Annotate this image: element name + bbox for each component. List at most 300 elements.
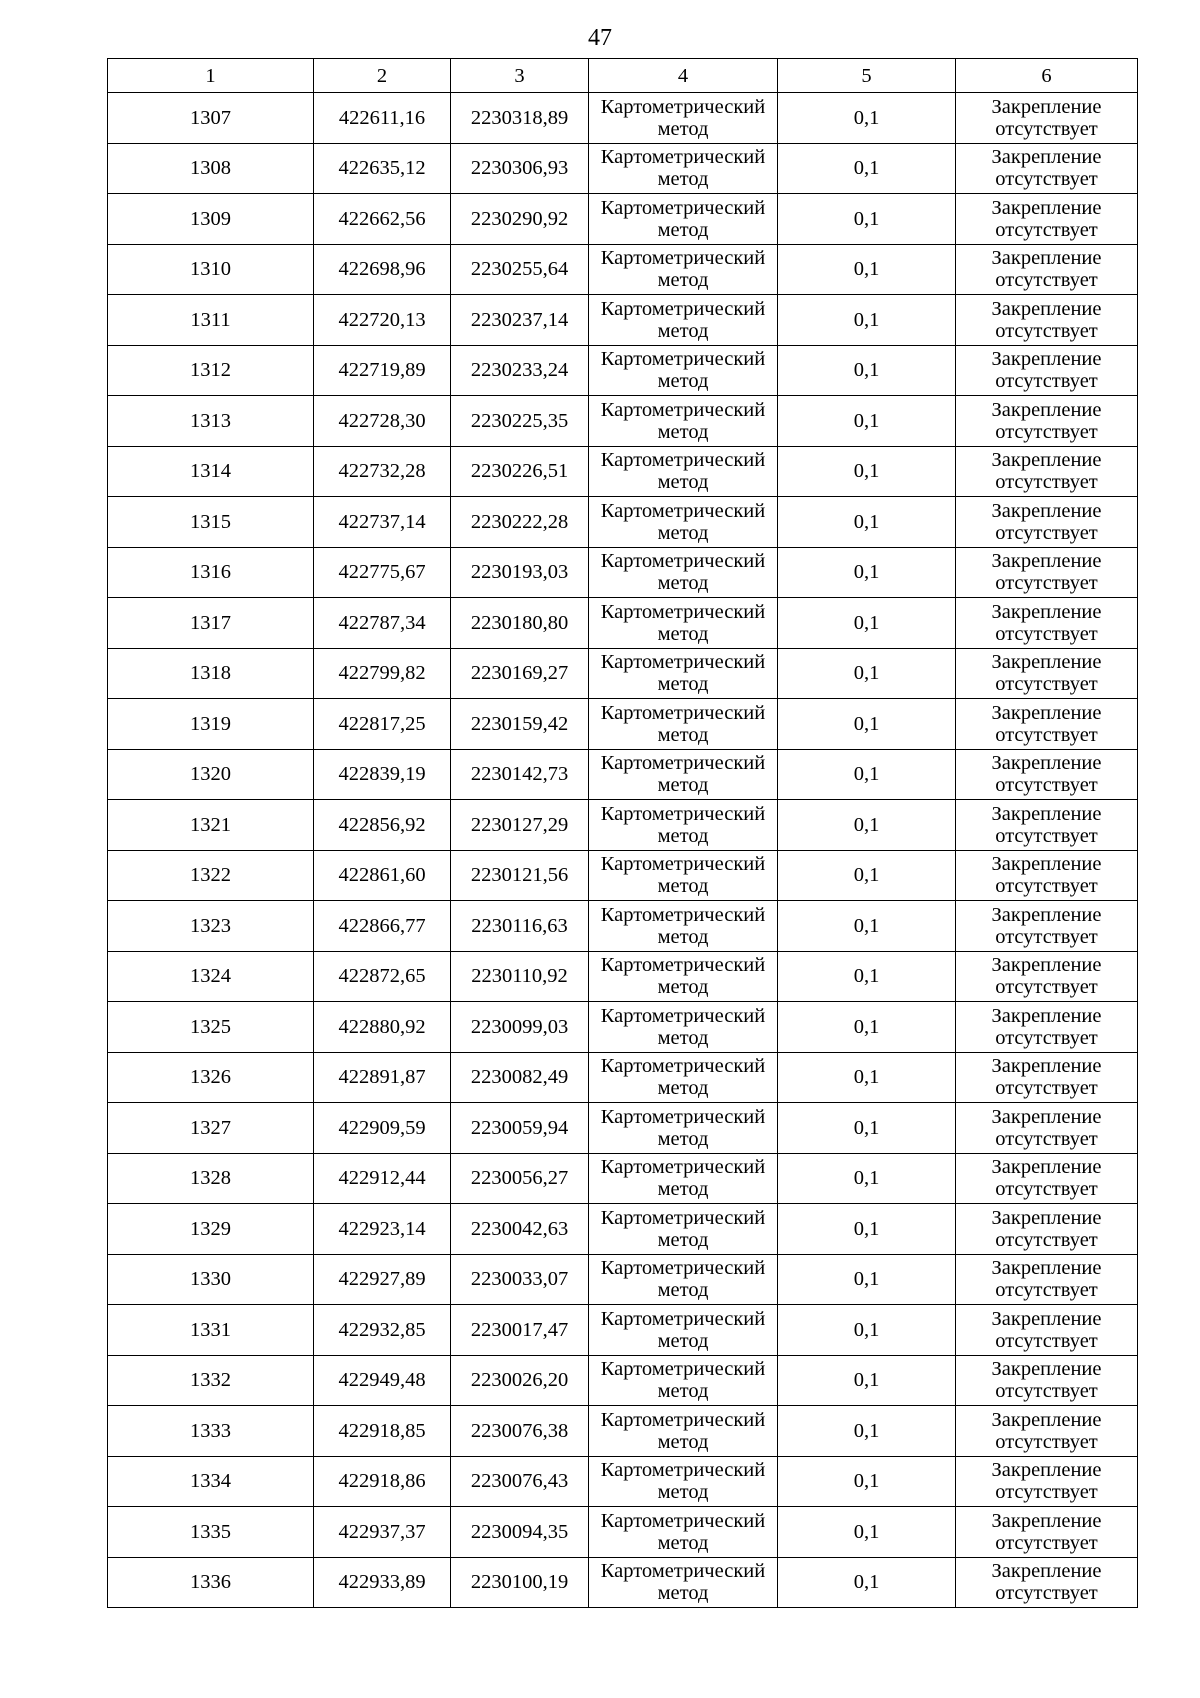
fixing-cell-line: Закрепление [991, 297, 1102, 320]
method-cell [589, 1254, 778, 1305]
x-coordinate-cell: 422737,14 [314, 497, 451, 548]
method-cell [589, 1456, 778, 1507]
method-cell [589, 1507, 778, 1558]
fixing-cell [956, 345, 1138, 396]
table-row [108, 1557, 1138, 1608]
table-row [108, 749, 1138, 800]
fixing-cell [956, 1204, 1138, 1255]
method-cell-line: Картометрический [600, 1358, 766, 1381]
table-row [108, 1507, 1138, 1558]
fixing-cell [956, 1456, 1138, 1507]
x-coordinate-cell: 422927,89 [314, 1254, 451, 1305]
fixing-cell [956, 1305, 1138, 1356]
method-cell-line: метод [657, 1228, 709, 1251]
x-coordinate-cell: 422787,34 [314, 598, 451, 649]
method-cell-line: Картометрический [600, 701, 766, 724]
fixing-cell [956, 1153, 1138, 1204]
fixing-cell-line: Закрепление [991, 449, 1102, 472]
y-coordinate-cell: 2230237,14 [451, 295, 589, 346]
fixing-cell [956, 295, 1138, 346]
accuracy-cell: 0,1 [778, 1355, 956, 1406]
fixing-cell-line: отсутствует [995, 1582, 1098, 1605]
method-cell-line: метод [657, 1279, 709, 1302]
x-coordinate-cell: 422937,37 [314, 1507, 451, 1558]
table-row [108, 1456, 1138, 1507]
point-number-cell: 1310 [108, 244, 314, 295]
accuracy-cell: 0,1 [778, 699, 956, 750]
accuracy-cell: 0,1 [778, 345, 956, 396]
method-cell-line: Картометрический [600, 1257, 766, 1280]
method-cell-line: Картометрический [600, 196, 766, 219]
accuracy-cell: 0,1 [778, 1254, 956, 1305]
y-coordinate-cell: 2230226,51 [451, 446, 589, 497]
fixing-cell-line: Закрепление [991, 1105, 1102, 1128]
fixing-cell-line: Закрепление [991, 802, 1102, 825]
point-number-cell: 1316 [108, 547, 314, 598]
point-number-cell: 1330 [108, 1254, 314, 1305]
method-cell-line: Картометрический [600, 146, 766, 169]
fixing-cell-line: Закрепление [991, 853, 1102, 876]
table-row [108, 901, 1138, 952]
point-number-cell: 1333 [108, 1406, 314, 1457]
fixing-cell-line: отсутствует [995, 1531, 1098, 1554]
accuracy-cell: 0,1 [778, 1002, 956, 1053]
point-number-cell: 1308 [108, 143, 314, 194]
fixing-cell-line: Закрепление [991, 1206, 1102, 1229]
method-cell [589, 1153, 778, 1204]
accuracy-cell: 0,1 [778, 1406, 956, 1457]
method-cell-line: Картометрический [600, 1004, 766, 1027]
y-coordinate-cell: 2230110,92 [451, 951, 589, 1002]
accuracy-cell: 0,1 [778, 1153, 956, 1204]
method-cell-line: Картометрический [600, 752, 766, 775]
point-number-cell: 1322 [108, 850, 314, 901]
y-coordinate-cell: 2230017,47 [451, 1305, 589, 1356]
method-cell [589, 1204, 778, 1255]
method-cell [589, 1355, 778, 1406]
fixing-cell [956, 699, 1138, 750]
accuracy-cell: 0,1 [778, 497, 956, 548]
fixing-cell-line: отсутствует [995, 875, 1098, 898]
method-cell [589, 547, 778, 598]
y-coordinate-cell: 2230082,49 [451, 1052, 589, 1103]
x-coordinate-cell: 422923,14 [314, 1204, 451, 1255]
method-cell-line: метод [657, 1481, 709, 1504]
table-row [108, 1406, 1138, 1457]
x-coordinate-cell: 422611,16 [314, 93, 451, 144]
accuracy-cell: 0,1 [778, 648, 956, 699]
x-coordinate-cell: 422817,25 [314, 699, 451, 750]
fixing-cell [956, 194, 1138, 245]
y-coordinate-cell: 2230127,29 [451, 800, 589, 851]
method-cell-line: Картометрический [600, 651, 766, 674]
fixing-cell-line: отсутствует [995, 723, 1098, 746]
fixing-cell-line: Закрепление [991, 95, 1102, 118]
point-number-cell: 1336 [108, 1557, 314, 1608]
table-row [108, 648, 1138, 699]
method-cell [589, 850, 778, 901]
fixing-cell-line: отсутствует [995, 774, 1098, 797]
fixing-cell-line: Закрепление [991, 1257, 1102, 1280]
method-cell-line: метод [657, 976, 709, 999]
method-cell-line: метод [657, 117, 709, 140]
y-coordinate-cell: 2230318,89 [451, 93, 589, 144]
accuracy-cell: 0,1 [778, 1204, 956, 1255]
accuracy-cell: 0,1 [778, 749, 956, 800]
point-number-cell: 1328 [108, 1153, 314, 1204]
y-coordinate-cell: 2230180,80 [451, 598, 589, 649]
fixing-cell-line: Закрепление [991, 1459, 1102, 1482]
method-cell-line: Картометрический [600, 1307, 766, 1330]
fixing-cell-line: Закрепление [991, 1307, 1102, 1330]
accuracy-cell: 0,1 [778, 598, 956, 649]
accuracy-cell: 0,1 [778, 244, 956, 295]
fixing-cell-line: отсутствует [995, 1178, 1098, 1201]
method-cell-line: Картометрический [600, 499, 766, 522]
fixing-cell-line: Закрепление [991, 701, 1102, 724]
method-cell [589, 1052, 778, 1103]
method-cell [589, 749, 778, 800]
method-cell-line: метод [657, 1531, 709, 1554]
method-cell-line: метод [657, 723, 709, 746]
x-coordinate-cell: 422719,89 [314, 345, 451, 396]
y-coordinate-cell: 2230169,27 [451, 648, 589, 699]
y-coordinate-cell: 2230099,03 [451, 1002, 589, 1053]
accuracy-cell: 0,1 [778, 800, 956, 851]
x-coordinate-cell: 422698,96 [314, 244, 451, 295]
method-cell-line: метод [657, 875, 709, 898]
table-row [108, 598, 1138, 649]
x-coordinate-cell: 422891,87 [314, 1052, 451, 1103]
method-cell [589, 194, 778, 245]
y-coordinate-cell: 2230193,03 [451, 547, 589, 598]
method-cell-line: Картометрический [600, 1156, 766, 1179]
fixing-cell [956, 93, 1138, 144]
y-coordinate-cell: 2230056,27 [451, 1153, 589, 1204]
method-cell-line: Картометрический [600, 398, 766, 421]
point-number-cell: 1318 [108, 648, 314, 699]
fixing-cell-line: отсутствует [995, 117, 1098, 140]
method-cell [589, 699, 778, 750]
point-number-cell: 1317 [108, 598, 314, 649]
x-coordinate-cell: 422912,44 [314, 1153, 451, 1204]
y-coordinate-cell: 2230059,94 [451, 1103, 589, 1154]
table-row [108, 446, 1138, 497]
y-coordinate-cell: 2230026,20 [451, 1355, 589, 1406]
y-coordinate-cell: 2230233,24 [451, 345, 589, 396]
fixing-cell [956, 1507, 1138, 1558]
fixing-cell-line: отсутствует [995, 976, 1098, 999]
method-cell [589, 396, 778, 447]
x-coordinate-cell: 422866,77 [314, 901, 451, 952]
table-row [108, 1002, 1138, 1053]
y-coordinate-cell: 2230142,73 [451, 749, 589, 800]
table-row [108, 396, 1138, 447]
table-row [108, 295, 1138, 346]
x-coordinate-cell: 422856,92 [314, 800, 451, 851]
x-coordinate-cell: 422861,60 [314, 850, 451, 901]
method-cell-line: метод [657, 218, 709, 241]
point-number-cell: 1329 [108, 1204, 314, 1255]
fixing-cell-line: Закрепление [991, 1560, 1102, 1583]
point-number-cell: 1314 [108, 446, 314, 497]
x-coordinate-cell: 422775,67 [314, 547, 451, 598]
table-row [108, 1355, 1138, 1406]
method-cell-line: Картометрический [600, 348, 766, 371]
method-cell [589, 1557, 778, 1608]
y-coordinate-cell: 2230033,07 [451, 1254, 589, 1305]
fixing-cell [956, 497, 1138, 548]
fixing-cell [956, 1254, 1138, 1305]
method-cell-line: метод [657, 370, 709, 393]
table-row [108, 143, 1138, 194]
x-coordinate-cell: 422918,86 [314, 1456, 451, 1507]
fixing-cell [956, 1052, 1138, 1103]
table-row [108, 951, 1138, 1002]
table-row [108, 93, 1138, 144]
method-cell [589, 244, 778, 295]
method-cell-line: Картометрический [600, 95, 766, 118]
table-row [108, 194, 1138, 245]
method-cell-line: Картометрический [600, 1459, 766, 1482]
method-cell-line: метод [657, 925, 709, 948]
fixing-cell-line: Закрепление [991, 1004, 1102, 1027]
fixing-cell [956, 850, 1138, 901]
method-cell-line: Картометрический [600, 802, 766, 825]
accuracy-cell: 0,1 [778, 446, 956, 497]
fixing-cell-line: Закрепление [991, 954, 1102, 977]
point-number-cell: 1331 [108, 1305, 314, 1356]
y-coordinate-cell: 2230121,56 [451, 850, 589, 901]
y-coordinate-cell: 2230076,38 [451, 1406, 589, 1457]
fixing-cell-line: отсутствует [995, 673, 1098, 696]
method-cell-line: метод [657, 1380, 709, 1403]
point-number-cell: 1320 [108, 749, 314, 800]
point-number-cell: 1326 [108, 1052, 314, 1103]
x-coordinate-cell: 422932,85 [314, 1305, 451, 1356]
fixing-cell [956, 1002, 1138, 1053]
fixing-cell-line: Закрепление [991, 1408, 1102, 1431]
fixing-cell-line: Закрепление [991, 398, 1102, 421]
fixing-cell-line: отсутствует [995, 1481, 1098, 1504]
fixing-cell-line: Закрепление [991, 247, 1102, 270]
accuracy-cell: 0,1 [778, 850, 956, 901]
fixing-cell-line: отсутствует [995, 420, 1098, 443]
x-coordinate-cell: 422728,30 [314, 396, 451, 447]
accuracy-cell: 0,1 [778, 93, 956, 144]
method-cell [589, 1002, 778, 1053]
accuracy-cell: 0,1 [778, 396, 956, 447]
method-cell [589, 800, 778, 851]
column-header-6: 6 [956, 59, 1138, 93]
coordinates-table [107, 58, 1138, 1608]
method-cell-line: Картометрический [600, 247, 766, 270]
x-coordinate-cell: 422635,12 [314, 143, 451, 194]
fixing-cell-line: Закрепление [991, 348, 1102, 371]
method-cell-line: метод [657, 1026, 709, 1049]
method-cell-line: Картометрический [600, 600, 766, 623]
method-cell-line: метод [657, 420, 709, 443]
fixing-cell-line: Закрепление [991, 499, 1102, 522]
fixing-cell [956, 1406, 1138, 1457]
fixing-cell-line: Закрепление [991, 1358, 1102, 1381]
table-row [108, 699, 1138, 750]
y-coordinate-cell: 2230116,63 [451, 901, 589, 952]
method-cell-line: метод [657, 1127, 709, 1150]
method-cell-line: метод [657, 1430, 709, 1453]
fixing-cell-line: отсутствует [995, 1279, 1098, 1302]
accuracy-cell: 0,1 [778, 951, 956, 1002]
x-coordinate-cell: 422799,82 [314, 648, 451, 699]
method-cell-line: метод [657, 622, 709, 645]
method-cell-line: Картометрический [600, 1105, 766, 1128]
method-cell [589, 345, 778, 396]
fixing-cell [956, 143, 1138, 194]
method-cell [589, 446, 778, 497]
method-cell [589, 497, 778, 548]
fixing-cell-line: Закрепление [991, 1509, 1102, 1532]
method-cell-line: метод [657, 168, 709, 191]
fixing-cell-line: отсутствует [995, 824, 1098, 847]
method-cell-line: Картометрический [600, 550, 766, 573]
fixing-cell-line: отсутствует [995, 269, 1098, 292]
point-number-cell: 1327 [108, 1103, 314, 1154]
fixing-cell-line: Закрепление [991, 1156, 1102, 1179]
x-coordinate-cell: 422918,85 [314, 1406, 451, 1457]
column-header-3: 3 [451, 59, 589, 93]
point-number-cell: 1332 [108, 1355, 314, 1406]
fixing-cell-line: Закрепление [991, 1055, 1102, 1078]
method-cell-line: Картометрический [600, 1560, 766, 1583]
x-coordinate-cell: 422662,56 [314, 194, 451, 245]
column-header-2: 2 [314, 59, 451, 93]
method-cell [589, 93, 778, 144]
method-cell-line: метод [657, 521, 709, 544]
method-cell [589, 295, 778, 346]
fixing-cell [956, 951, 1138, 1002]
x-coordinate-cell: 422949,48 [314, 1355, 451, 1406]
column-header-1: 1 [108, 59, 314, 93]
y-coordinate-cell: 2230290,92 [451, 194, 589, 245]
y-coordinate-cell: 2230159,42 [451, 699, 589, 750]
method-cell [589, 901, 778, 952]
method-cell-line: Картометрический [600, 1206, 766, 1229]
table-row [108, 345, 1138, 396]
point-number-cell: 1323 [108, 901, 314, 952]
point-number-cell: 1315 [108, 497, 314, 548]
fixing-cell [956, 648, 1138, 699]
y-coordinate-cell: 2230225,35 [451, 396, 589, 447]
point-number-cell: 1334 [108, 1456, 314, 1507]
method-cell [589, 1406, 778, 1457]
table-row [108, 1052, 1138, 1103]
fixing-cell-line: Закрепление [991, 752, 1102, 775]
fixing-cell-line: Закрепление [991, 146, 1102, 169]
point-number-cell: 1311 [108, 295, 314, 346]
table-row [108, 1305, 1138, 1356]
fixing-cell [956, 396, 1138, 447]
method-cell-line: Картометрический [600, 903, 766, 926]
point-number-cell: 1309 [108, 194, 314, 245]
fixing-cell-line: Закрепление [991, 651, 1102, 674]
y-coordinate-cell: 2230255,64 [451, 244, 589, 295]
fixing-cell-line: отсутствует [995, 521, 1098, 544]
fixing-cell-line: отсутствует [995, 1380, 1098, 1403]
method-cell-line: Картометрический [600, 297, 766, 320]
fixing-cell-line: отсутствует [995, 1127, 1098, 1150]
point-number-cell: 1319 [108, 699, 314, 750]
method-cell [589, 648, 778, 699]
point-number-cell: 1321 [108, 800, 314, 851]
table-row [108, 244, 1138, 295]
method-cell-line: Картометрический [600, 853, 766, 876]
point-number-cell: 1335 [108, 1507, 314, 1558]
accuracy-cell: 0,1 [778, 547, 956, 598]
fixing-cell-line: отсутствует [995, 218, 1098, 241]
method-cell [589, 1103, 778, 1154]
method-cell-line: метод [657, 471, 709, 494]
fixing-cell [956, 1355, 1138, 1406]
page-number: 47 [588, 25, 612, 51]
fixing-cell [956, 244, 1138, 295]
method-cell-line: метод [657, 1582, 709, 1605]
fixing-cell-line: отсутствует [995, 1430, 1098, 1453]
fixing-cell [956, 446, 1138, 497]
accuracy-cell: 0,1 [778, 194, 956, 245]
x-coordinate-cell: 422933,89 [314, 1557, 451, 1608]
table-row [108, 1254, 1138, 1305]
x-coordinate-cell: 422839,19 [314, 749, 451, 800]
point-number-cell: 1324 [108, 951, 314, 1002]
x-coordinate-cell: 422732,28 [314, 446, 451, 497]
method-cell-line: метод [657, 572, 709, 595]
x-coordinate-cell: 422909,59 [314, 1103, 451, 1154]
fixing-cell [956, 800, 1138, 851]
y-coordinate-cell: 2230076,43 [451, 1456, 589, 1507]
y-coordinate-cell: 2230222,28 [451, 497, 589, 548]
y-coordinate-cell: 2230306,93 [451, 143, 589, 194]
fixing-cell-line: отсутствует [995, 572, 1098, 595]
method-cell [589, 951, 778, 1002]
method-cell [589, 598, 778, 649]
point-number-cell: 1307 [108, 93, 314, 144]
fixing-cell [956, 1103, 1138, 1154]
x-coordinate-cell: 422872,65 [314, 951, 451, 1002]
x-coordinate-cell: 422720,13 [314, 295, 451, 346]
fixing-cell-line: Закрепление [991, 196, 1102, 219]
fixing-cell-line: отсутствует [995, 1026, 1098, 1049]
fixing-cell-line: Закрепление [991, 600, 1102, 623]
table-row [108, 850, 1138, 901]
column-header-4: 4 [589, 59, 778, 93]
table-body [108, 93, 1138, 1608]
accuracy-cell: 0,1 [778, 901, 956, 952]
method-cell-line: метод [657, 1178, 709, 1201]
fixing-cell [956, 901, 1138, 952]
fixing-cell-line: отсутствует [995, 1077, 1098, 1100]
accuracy-cell: 0,1 [778, 143, 956, 194]
fixing-cell-line: Закрепление [991, 550, 1102, 573]
fixing-cell-line: отсутствует [995, 622, 1098, 645]
table-row [108, 497, 1138, 548]
method-cell-line: метод [657, 1329, 709, 1352]
point-number-cell: 1313 [108, 396, 314, 447]
column-header-5: 5 [778, 59, 956, 93]
method-cell-line: Картометрический [600, 449, 766, 472]
method-cell-line: метод [657, 673, 709, 696]
fixing-cell [956, 749, 1138, 800]
fixing-cell-line: отсутствует [995, 370, 1098, 393]
